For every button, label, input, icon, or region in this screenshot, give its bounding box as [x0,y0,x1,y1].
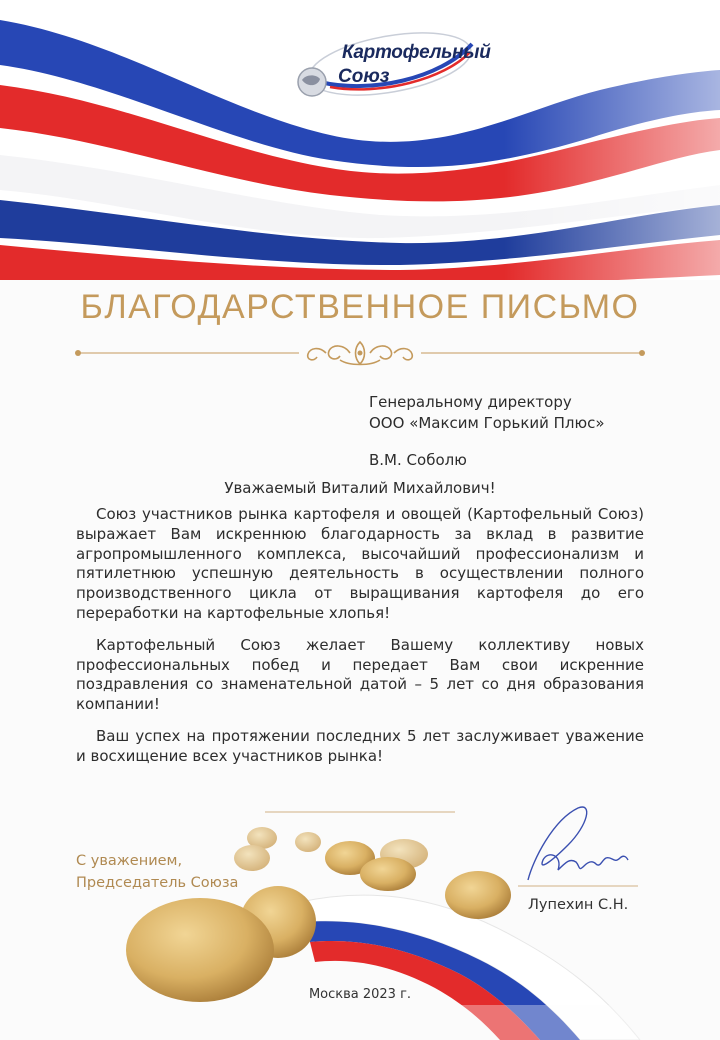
signatory-name: Лупехин С.Н. [528,897,629,913]
handwritten-signature [508,800,638,890]
body-paragraph-1: Союз участников рынка картофеля и овощей (Картофельный Союз) выражает Вам искреннюю благодарность за вклад в развитие агропромышленного комплекса, высочайший профессионализм и пятилетнюю успешную деятельность в осуществлении полного производственного цикла от выращивания картофеля до его переработки на картофельные хлопья! [76,505,644,622]
closing-block [76,850,238,894]
closing-title: Председатель Союза [76,875,239,891]
addressee-name: В.М. Соболю [369,451,467,469]
place-date: Москва 2023 г. [308,987,412,1002]
logo-swoosh-icon [290,24,480,104]
greeting: Уважаемый Виталий Михайлович! [224,479,496,497]
addressee-block [369,392,605,471]
union-logo [290,24,491,104]
addressee-company: ООО «Максим Горький Плюс» [369,414,605,432]
logo-text-line2: Союз [338,66,390,87]
closing-regards: С уважением, [76,853,183,869]
ornament-divider [74,338,646,368]
body-paragraph-2: Картофельный Союз желает Вашему коллективу новых профессиональных побед и передает Вам свои искренние поздравления со знаменательной датой – 5 лет со дня образования компании! [76,635,644,714]
document-title: БЛАГОДАРСТВЕННОЕ ПИСЬМО [80,288,640,326]
body-paragraph-3: Ваш успех на протяжении последних 5 лет заслуживает уважение и восхищение всех участников рынка! [76,726,644,765]
logo-text-line1: Картофельный [342,42,491,63]
letter-body [76,505,644,779]
addressee-position: Генеральному директору [369,393,572,411]
